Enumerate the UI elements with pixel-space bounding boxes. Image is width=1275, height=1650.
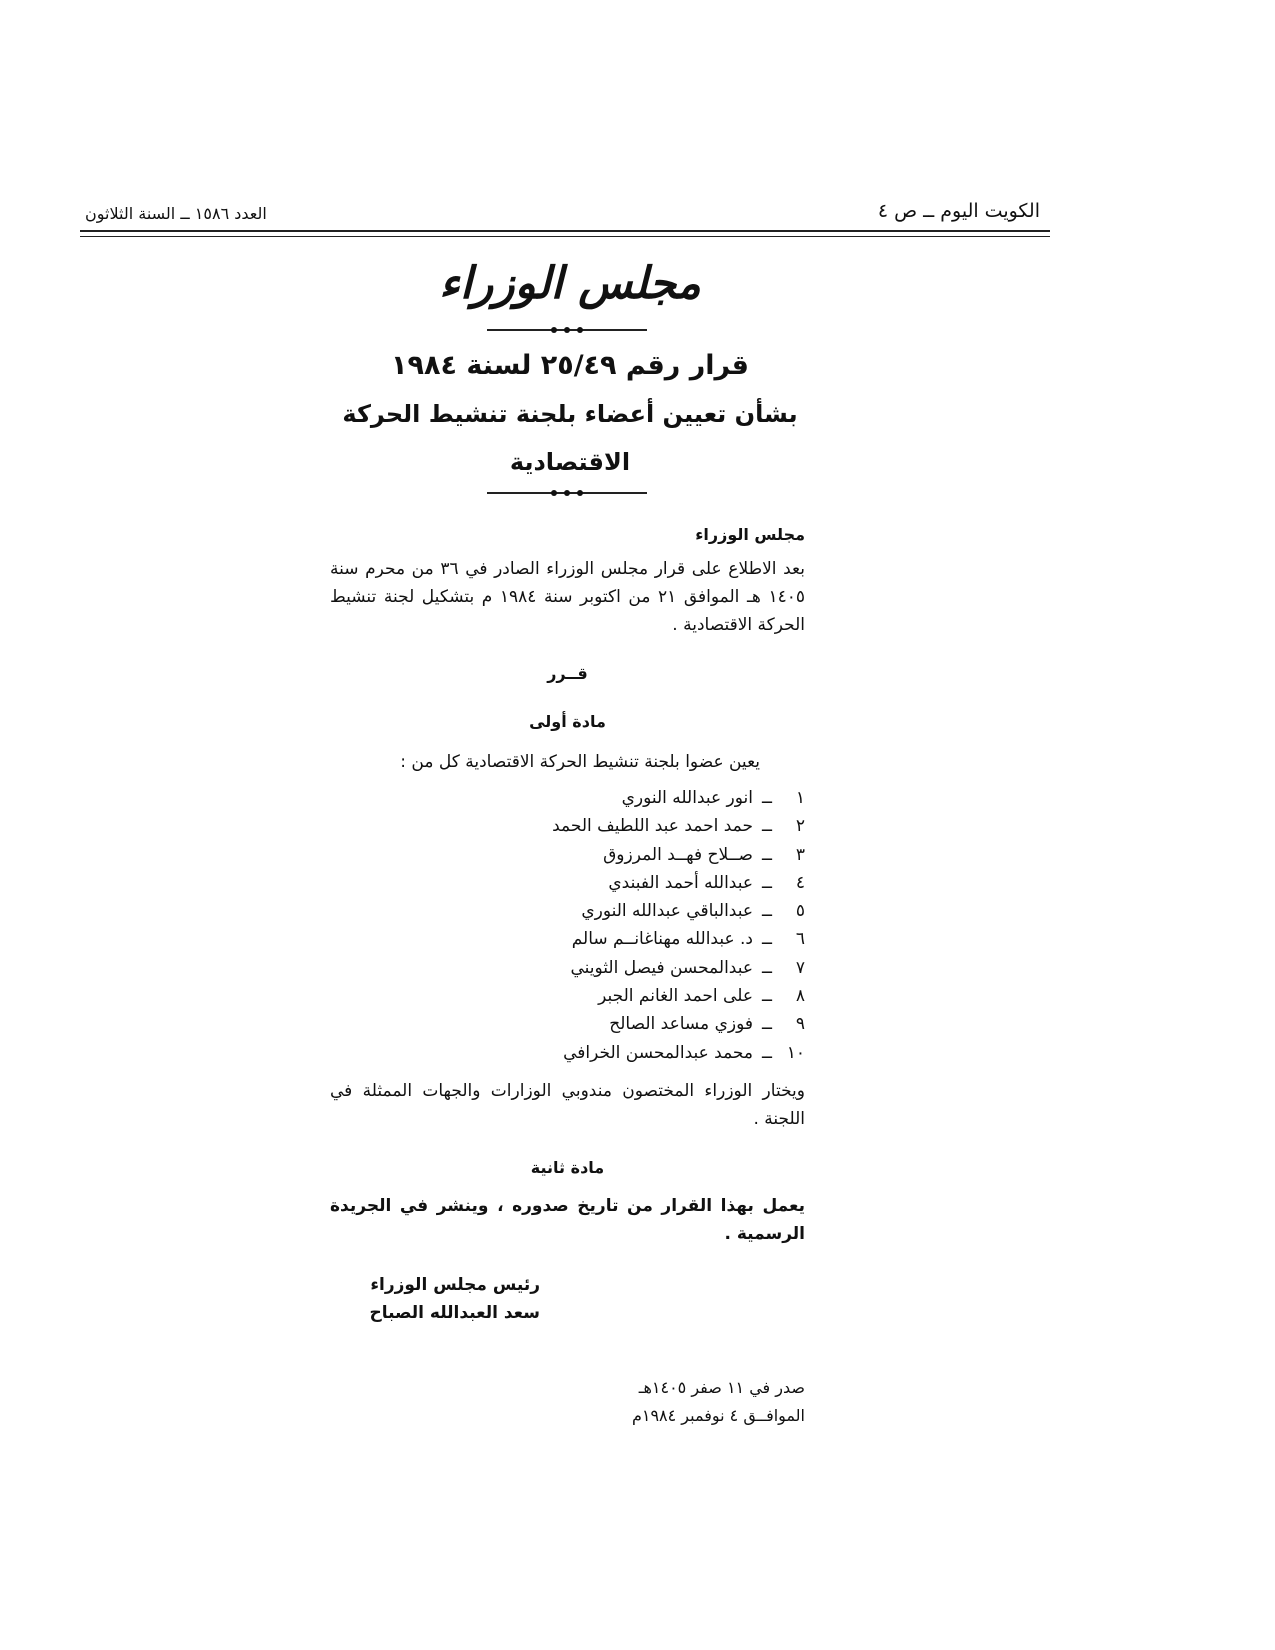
list-item: ٧ــعبدالمحسن فيصل الثويني xyxy=(570,957,805,978)
list-item: ٢ــحمد احمد عبد اللطيف الحمد xyxy=(552,816,805,837)
article1-intro: يعين عضوا بلجنة تنشيط الحركة الاقتصادية كل من : xyxy=(400,752,760,772)
signature-title: رئيس مجلس الوزراء xyxy=(370,1275,540,1295)
signature-name: سعد العبدالله الصباح xyxy=(369,1303,540,1323)
ornament-divider-top xyxy=(487,326,647,334)
list-item: ٨ــعلى احمد الغانم الجبر xyxy=(598,986,805,1007)
signature-block xyxy=(330,1275,805,1331)
list-item: ٩ــفوزي مساعد الصالح xyxy=(609,1014,805,1035)
decided-heading: قــرر xyxy=(547,664,588,683)
header-issue: العدد ١٥٨٦ ــ السنة الثلاثون xyxy=(85,204,267,223)
decision-title: قرار رقم ٢٥/٤٩ لسنة ١٩٨٤ xyxy=(391,350,749,381)
page-header xyxy=(80,200,1050,230)
members-list xyxy=(330,788,805,1071)
article1-closing: ويختار الوزراء المختصون مندوبي الوزارات والجهات الممثلة في اللجنة . xyxy=(330,1081,805,1129)
list-item: ٣ــصــلاح فهــد المرزوق xyxy=(603,844,805,865)
article2-heading: مادة ثانية xyxy=(530,1158,605,1177)
list-item: ١٠ــمحمد عبدالمحسن الخرافي xyxy=(563,1042,805,1063)
preamble-heading: مجلس الوزراء xyxy=(695,525,805,544)
header-rule-thin xyxy=(80,236,1050,237)
header-publication: الكويت اليوم ــ ص ٤ xyxy=(877,200,1040,222)
preamble-text: بعد الاطلاع على قرار مجلس الوزراء الصادر في ٣٦ من محرم سنة ١٤٠٥ هـ الموافق ٢١ من اكتوبر سنة ١٩٨٤ م بتشكيل لجنة تنشيط الحركة الاقتصادية . xyxy=(330,559,805,635)
section-masthead: مجلس الوزراء xyxy=(439,258,701,309)
list-item: ٦ــد. عبدالله مهناغانــم سالم xyxy=(571,929,805,950)
article1-heading: مادة أولى xyxy=(529,712,606,731)
article2-text: يعمل بهذا القرار من تاريخ صدوره ، وينشر في الجريدة الرسمية . xyxy=(330,1196,805,1244)
decision-subject-line2: الاقتصادية xyxy=(509,448,631,476)
header-rule xyxy=(80,230,1050,232)
issue-dates xyxy=(330,1378,805,1434)
issued-gregorian: الموافــق ٤ نوفمبر ١٩٨٤م xyxy=(631,1406,805,1425)
issued-hijri: صدر في ١١ صفر ١٤٠٥هـ xyxy=(638,1378,805,1397)
list-item: ١ــانور عبدالله النوري xyxy=(621,788,805,808)
ornament-divider-bottom xyxy=(487,489,647,497)
decision-subject-line1: بشأن تعيين أعضاء بلجنة تنشيط الحركة xyxy=(342,400,798,428)
list-item: ٥ــعبدالباقي عبدالله النوري xyxy=(581,901,805,922)
list-item: ٤ــعبدالله أحمد الفبندي xyxy=(608,872,805,893)
